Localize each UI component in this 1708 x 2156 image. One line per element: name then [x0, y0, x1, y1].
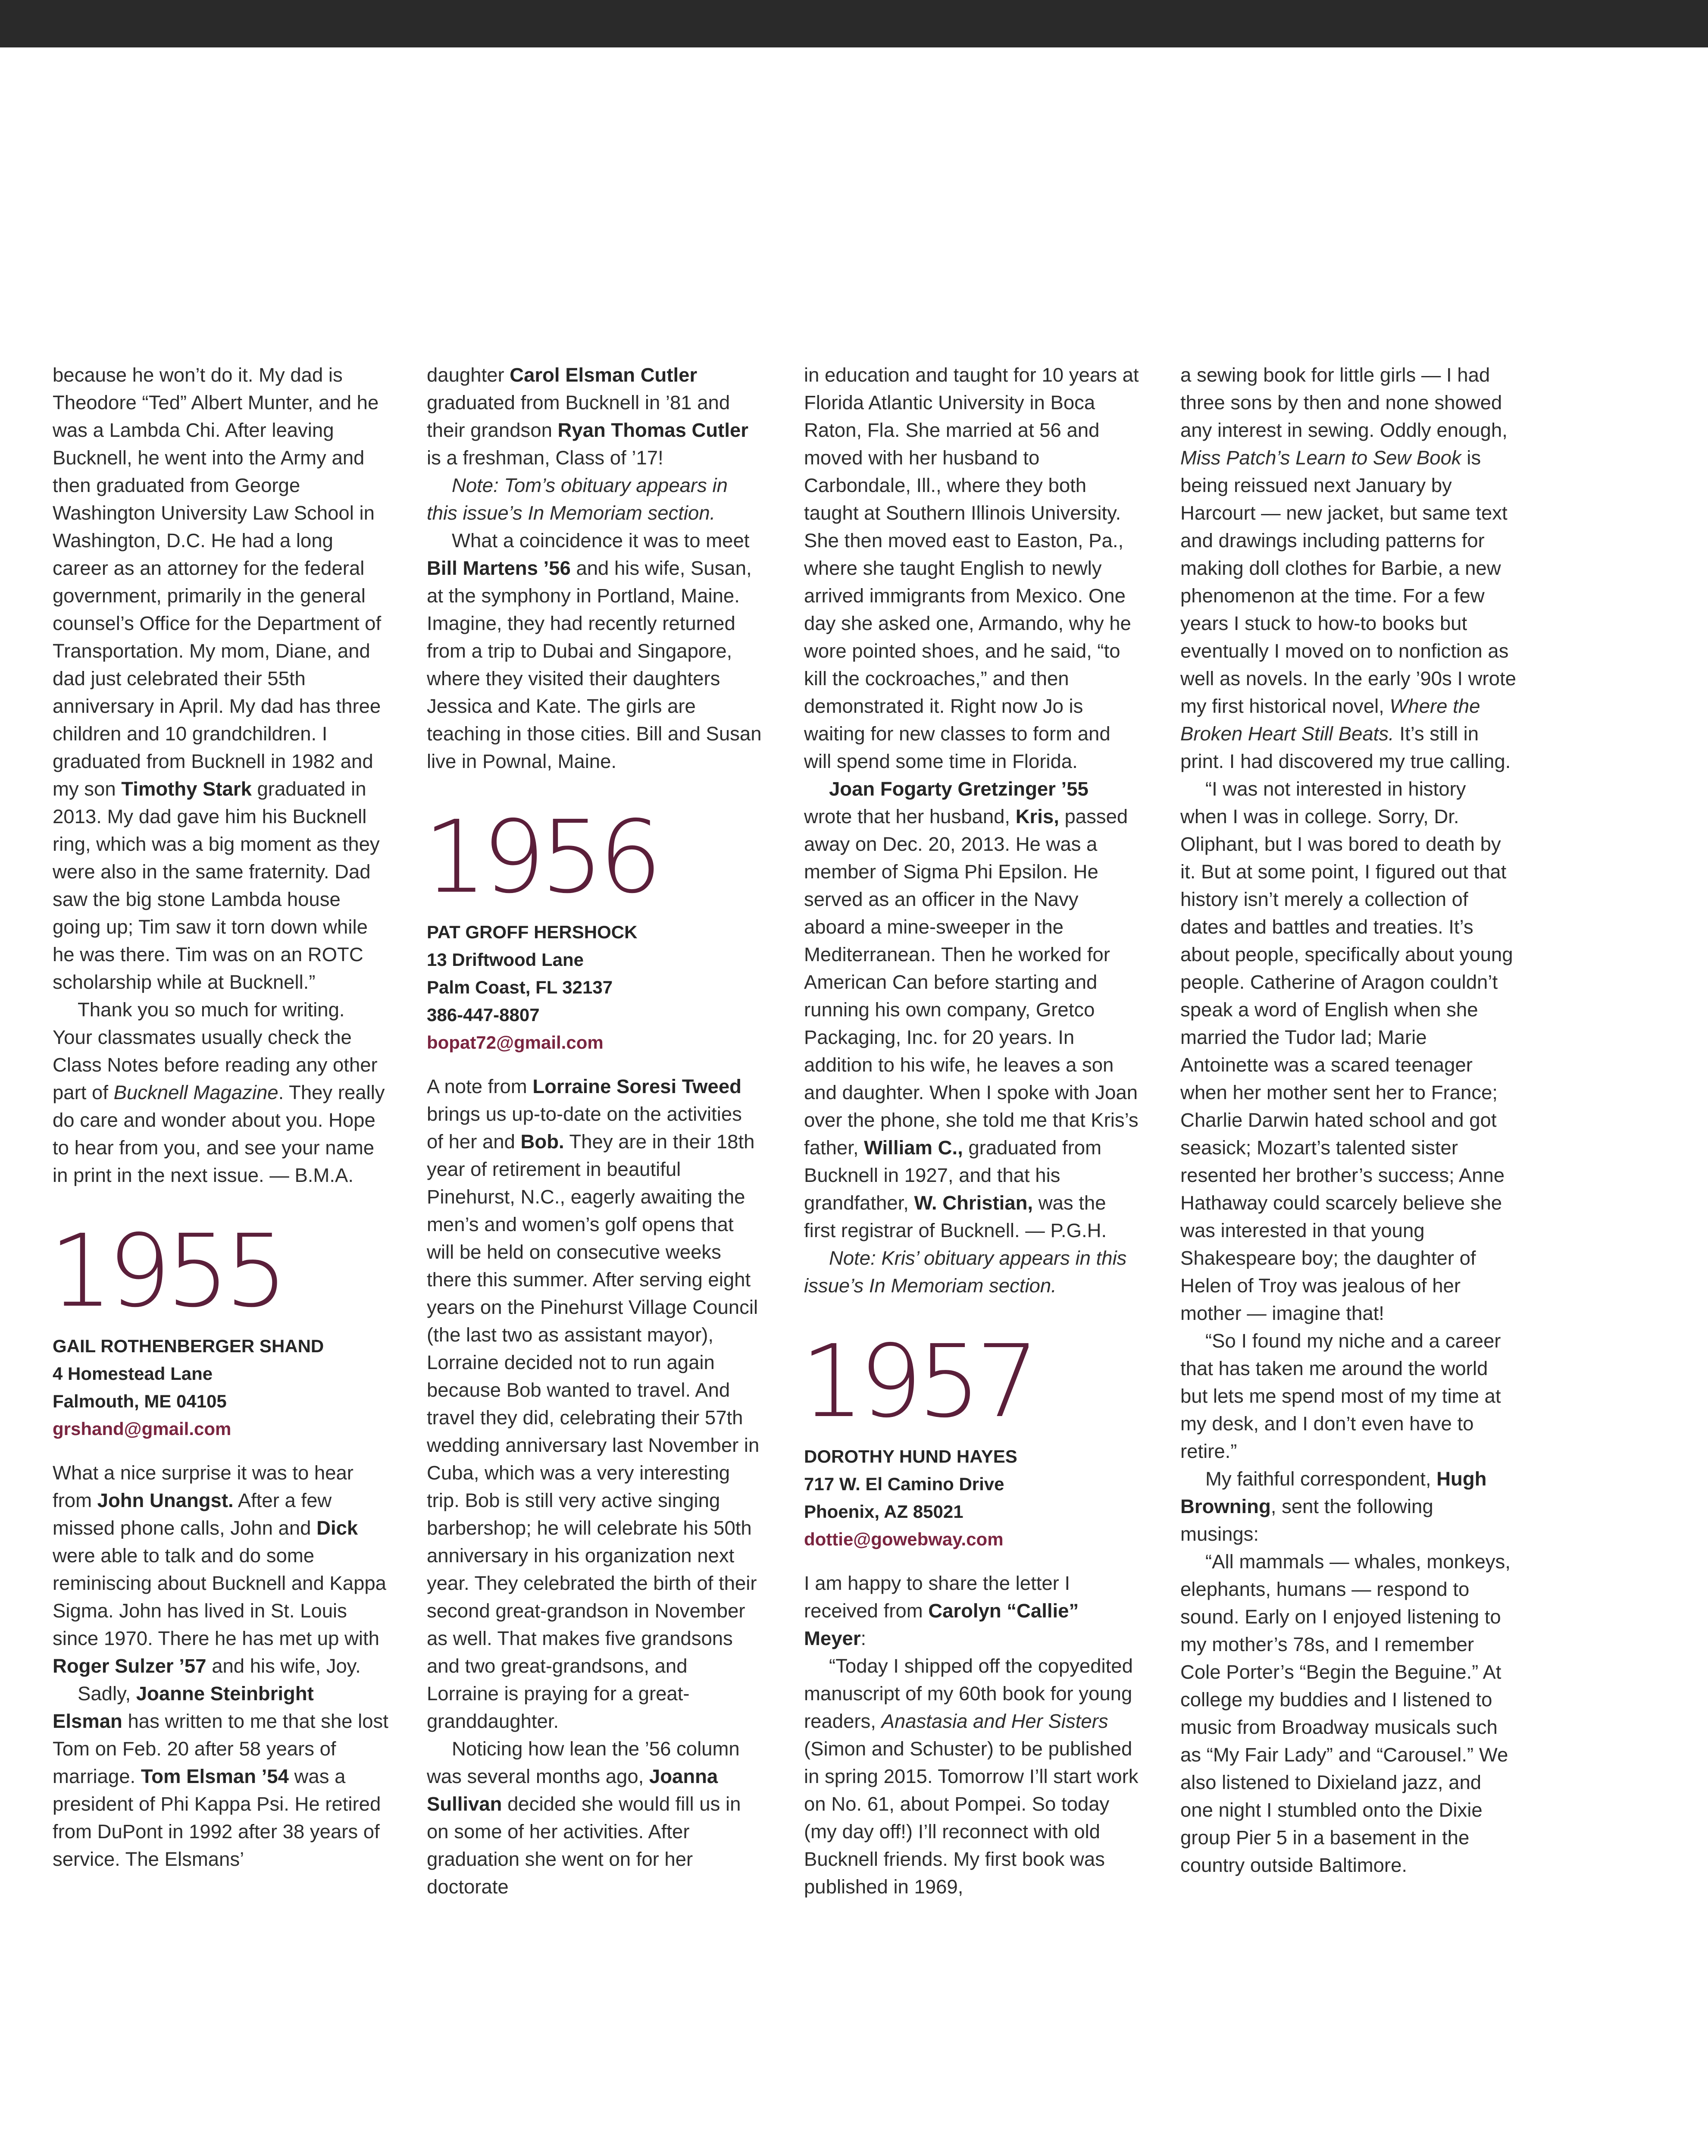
column-4	[1180, 361, 1517, 1879]
class-year-heading: 1955	[49, 1213, 283, 1329]
text-run: Sadly,	[78, 1683, 136, 1705]
text-run: I am happy to share the letter I received from	[804, 1572, 1070, 1622]
text-run: brings us up-to-date on the activities of her and	[427, 1103, 742, 1153]
text-run: daughter	[427, 364, 510, 386]
text-run: (Simon and Schuster) to be published in spring 2015. Tomorrow I’ll start work on No. 61, about Pompei. So today (my day off!) I’ll reconnect with old Bucknell friends. My first book was published in 1969,	[804, 1738, 1139, 1898]
text-run: My faithful correspondent,	[1205, 1468, 1437, 1490]
italic-text: Bucknell Magazine	[113, 1081, 278, 1103]
scan-top-border	[0, 0, 1708, 47]
classmate-name: Roger Sulzer ’57	[53, 1655, 206, 1677]
text-run: graduated from Bucknell in 1927, and that his grandfather,	[804, 1137, 1101, 1214]
class-note-paragraph	[1180, 361, 1517, 775]
class-note-paragraph	[427, 527, 763, 775]
class-note-paragraph	[1180, 1327, 1517, 1465]
class-note-paragraph	[1180, 1465, 1517, 1548]
text-run: and his wife, Joy.	[206, 1655, 361, 1677]
reporter-name: PAT GROFF HERSHOCK	[427, 922, 638, 942]
class-note-paragraph	[53, 361, 389, 996]
classmate-name: Kris,	[1015, 805, 1059, 827]
reporter-address-line: Phoenix, AZ 85021	[804, 1501, 963, 1522]
class-note-paragraph	[804, 361, 1140, 775]
reporter-email-link[interactable]: bopat72@gmail.com	[427, 1032, 604, 1053]
column-1	[49, 361, 389, 1873]
text-run: What a coincidence it was to meet	[452, 530, 750, 552]
text-run: . They really do care and wonder about you. Hope to hear from you, and see your name in print in the next issue. — B.M.A.	[53, 1081, 385, 1186]
classmate-name: William C.,	[864, 1137, 963, 1159]
reporter-email-link[interactable]: dottie@gowebway.com	[804, 1529, 1004, 1549]
class-note-paragraph	[1180, 1548, 1517, 1879]
class-note-paragraph	[53, 1459, 389, 1680]
classmate-name: Joanne Steinbright Elsman	[53, 1683, 314, 1732]
text-run: graduated from Bucknell in ’81 and their grandson	[427, 392, 730, 441]
reporter-address-line: 13 Driftwood Lane	[427, 950, 584, 970]
reporter-email-link[interactable]: grshand@gmail.com	[53, 1419, 231, 1439]
classmate-name: Timothy Stark	[121, 778, 252, 800]
text-run: a sewing book for little girls — I had three sons by then and none showed any interest in sewing. Oddly enough,	[1180, 364, 1508, 441]
classmate-name: Ryan Thomas Cutler	[557, 419, 748, 441]
class-note-paragraph	[53, 996, 389, 1189]
text-run: Thank you so much for writing. Your classmates usually check the Class Notes before reading any other part of	[53, 999, 378, 1103]
reporter-address-line: Falmouth, ME 04105	[53, 1391, 227, 1411]
class-year-heading: 1957	[801, 1323, 1035, 1440]
class-note-paragraph	[804, 1652, 1140, 1901]
class-note-paragraph	[427, 472, 763, 527]
class-reporter-contact	[804, 1443, 1140, 1553]
classmate-name: Bob.	[520, 1131, 564, 1153]
class-reporter-contact	[53, 1332, 389, 1443]
text-run: :	[860, 1627, 867, 1649]
class-note-paragraph	[53, 1680, 389, 1873]
text-run: was the first registrar of Bucknell. — P.G.H.	[804, 1192, 1107, 1241]
text-run: “So I found my niche and a career that has taken me around the world but lets me spend most of my time at my desk, and I don’t even have to retire.”	[1180, 1330, 1501, 1462]
classmate-name: Tom Elsman ’54	[141, 1765, 289, 1787]
class-note-paragraph	[804, 775, 1140, 1244]
class-note-paragraph	[804, 1244, 1140, 1300]
text-run: “I was not interested in history when I was in college. Sorry, Dr. Oliphant, but I was bored to death by it. But at some point, I figured out that history isn’t merely a collection of dates and battles and treaties. It’s about people, specifically about young people. Catherine of Aragon couldn’t speak a word of English when she married the Tudor lad; Marie Antoinette was a scared teenager when her mother sent her to France; Charlie Darwin hated school and got seasick; Mozart’s talented sister resented her brother’s success; Anne Hathaway could scarcely believe she was interested in that young Shakespeare boy; the daughter of Helen of Troy was jealous of her mother — imagine that!	[1180, 778, 1513, 1324]
class-year-heading: 1956	[423, 799, 657, 915]
column-3	[801, 361, 1140, 1901]
class-note-paragraph	[427, 1073, 763, 1735]
reporter-name: DOROTHY HUND HAYES	[804, 1446, 1017, 1467]
reporter-address-line: Palm Coast, FL 32137	[427, 977, 613, 997]
classmate-name: Hugh Browning	[1180, 1468, 1487, 1517]
text-run: were able to talk and do some reminiscing about Bucknell and Kappa Sigma. John has lived in St. Louis since 1970. There he has met up with	[53, 1545, 386, 1649]
class-reporter-contact	[427, 918, 763, 1056]
classmate-name: Dick	[316, 1517, 358, 1539]
class-note-paragraph	[427, 1735, 763, 1901]
class-note-paragraph	[427, 361, 763, 472]
text-run: is a freshman, Class of ’17!	[427, 447, 663, 469]
classmate-name: Lorraine Soresi Tweed	[532, 1075, 741, 1097]
italic-text: Note: Tom’s obituary appears in this issue’s In Memoriam section.	[427, 474, 728, 524]
text-run: It’s still in print. I had discovered my true calling.	[1180, 723, 1511, 772]
text-run: was a president of Phi Kappa Psi. He retired from DuPont in 1992 after 38 years of service. The Elsmans’	[53, 1765, 381, 1870]
text-run: , sent the following musings:	[1180, 1495, 1433, 1545]
text-run: and his wife, Susan, at the symphony in Portland, Maine. Imagine, they had recently returned from a trip to Dubai and Singapore, where they visited their daughters Jessica and Kate. The girls are teaching in those cities. Bill and Susan live in Pownal, Maine.	[427, 557, 762, 772]
text-run: graduated in 2013. My dad gave him his Bucknell ring, which was a big moment as they were also in the same fraternity. Dad saw the big stone Lambda house going up; Tim saw it torn down while he was there. Tim was on an ROTC scholarship while at Bucknell.”	[53, 778, 380, 993]
italic-text: Anastasia and Her Sisters	[881, 1710, 1108, 1732]
text-run: They are in their 18th year of retirement in beautiful Pinehurst, N.C., eagerly awaiting the men’s and women’s golf opens that will be held on consecutive weeks there this summer. After serving eight years on the Pinehurst Village Council (the last two as assistant mayor), Lorraine decided not to run again because Bob wanted to travel. And travel they did, celebrating their 57th wedding anniversary last November in Cuba, which was a very interesting trip. Bob is still very active singing barbershop; he will celebrate his 50th anniversary in his organization next year. They celebrated the birth of their second great-grandson in November as well. That makes five grandsons and two great-grandsons, and Lorraine is praying for a great-granddaughter.	[427, 1131, 760, 1732]
reporter-address-line: 717 W. El Camino Drive	[804, 1474, 1004, 1494]
text-run: What a nice surprise it was to hear from	[53, 1462, 353, 1511]
classmate-name: Joanna Sullivan	[427, 1765, 718, 1815]
class-note-paragraph	[1180, 775, 1517, 1327]
text-run: is being reissued next January by Harcourt — new jacket, but same text and drawings including patterns for making doll clothes for Barbie, a new phenomenon at the time. For a few years I stuck to how-to books but eventually I moved on to nonfiction as well as novels. In the early ’90s I wrote my first historical novel,	[1180, 447, 1516, 717]
text-run: decided she would fill us in on some of her activities. After graduation she went on for her doctorate	[427, 1793, 741, 1898]
class-note-paragraph	[804, 1570, 1140, 1652]
classmate-name: Joan Fogarty Gretzinger ’55	[829, 778, 1089, 800]
column-2	[423, 361, 763, 1901]
italic-text: Where the Broken Heart Still Beats.	[1180, 695, 1480, 745]
reporter-name: GAIL ROTHENBERGER SHAND	[53, 1336, 324, 1356]
text-run: passed away on Dec. 20, 2013. He was a member of Sigma Phi Epsilon. He served as an officer in the Navy aboard a mine-sweeper in the Mediterranean. Then he worked for American Can before starting and running his own company, Gretco Packaging, Inc. for 20 years. In addition to his wife, he leaves a son and daughter. When I spoke with Joan over the phone, she told me that Kris’s father,	[804, 805, 1139, 1159]
reporter-address-line: 4 Homestead Lane	[53, 1363, 213, 1384]
classmate-name: John Unangst.	[97, 1489, 234, 1511]
text-run: A note from	[427, 1075, 533, 1097]
text-run: After a few missed phone calls, John and	[53, 1489, 332, 1539]
italic-text: Miss Patch’s Learn to Sew Book	[1180, 447, 1461, 469]
text-run: in education and taught for 10 years at Florida Atlantic University in Boca Raton, Fla. She married at 56 and moved with her husband to Carbondale, Ill., where they both taught at Southern Illinois University. She then moved east to Easton, Pa., where she taught English to newly arrived immigrants from Mexico. One day she asked one, Armando, why he wore pointed shoes, and he said, “to kill the cockroaches,” and then demonstrated it. Right now Jo is waiting for new classes to form and will spend some time in Florida.	[804, 364, 1139, 772]
classmate-name: W. Christian,	[914, 1192, 1033, 1214]
reporter-address-line: 386-447-8807	[427, 1005, 540, 1025]
classmate-name: Carol Elsman Cutler	[510, 364, 698, 386]
text-run: “All mammals — whales, monkeys, elephants, humans — respond to sound. Early on I enjoyed listening to my mother’s 78s, and I remember Cole Porter’s “Begin the Beguine.” At college my buddies and I listened to music from Broadway musicals such as “My Fair Lady” and “Carousel.” We also listened to Dixieland jazz, and one night I stumbled onto the Dixie group Pier 5 in a basement in the country outside Baltimore.	[1180, 1551, 1511, 1876]
italic-text: Note: Kris’ obituary appears in this issue’s In Memoriam section.	[804, 1247, 1127, 1297]
text-run: Noticing how lean the ’56 column was several months ago,	[427, 1738, 740, 1787]
classmate-name: Carolyn “Callie” Meyer	[804, 1600, 1079, 1649]
text-run: has written to me that she lost Tom on Feb. 20 after 58 years of marriage.	[53, 1710, 388, 1787]
text-run: because he won’t do it. My dad is Theodore “Ted” Albert Munter, and he was a Lambda Chi. After leaving Bucknell, he went into the Army and then graduated from George Washington University Law School in Washington, D.C. He had a long career as an attorney for the federal government, primarily in the general counsel’s Office for the Department of Transportation. My mom, Diane, and dad just celebrated their 55th anniversary in April. My dad has three children and 10 grandchildren. I graduated from Bucknell in 1982 and my son	[53, 364, 382, 800]
text-run: “Today I shipped off the copyedited manuscript of my 60th book for young readers,	[804, 1655, 1133, 1732]
text-run: wrote that her husband,	[804, 805, 1016, 827]
classmate-name: Bill Martens ’56	[427, 557, 571, 579]
